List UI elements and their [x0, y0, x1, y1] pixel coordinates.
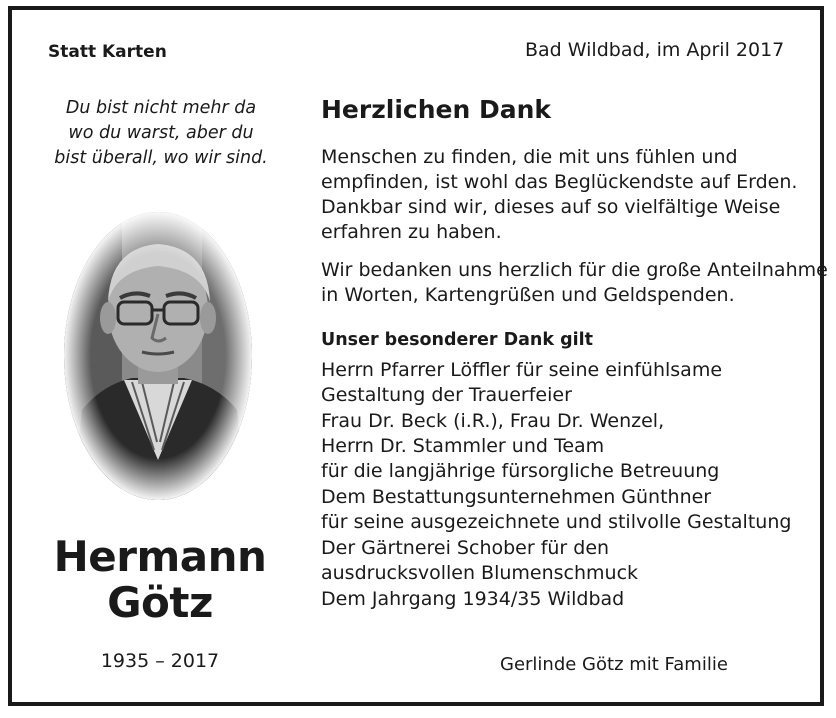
text-line: Wir bedanken uns herzlich für die große Anteilnahme: [321, 259, 828, 281]
text-line: Herrn Dr. Stammler und Team: [321, 435, 605, 457]
portrait-photo: [62, 210, 254, 502]
thanks-entry: [321, 409, 791, 484]
deceased-name: [36, 534, 284, 626]
signature: Gerlinde Götz mit Familie: [500, 654, 728, 675]
text-line: für die langjährige fürsorgliche Betreuung: [321, 460, 720, 482]
thanks-title: Herzlichen Dank: [321, 95, 552, 124]
special-thanks-list: [321, 358, 791, 612]
text-line: Dem Bestattungsunternehmen Günthner: [321, 486, 712, 508]
text-line: Der Gärtnerei Schober für den: [321, 537, 610, 559]
text-line: Frau Dr. Beck (i.R.), Frau Dr. Wenzel,: [321, 410, 665, 432]
text-line: erfahren zu haben.: [321, 221, 502, 243]
last-name: Götz: [107, 578, 213, 627]
statt-karten-label: Statt Karten: [48, 42, 167, 62]
paragraph-thanks: [321, 258, 828, 308]
thanks-entry: [321, 536, 791, 586]
quote-line: wo du warst, aber du: [68, 123, 254, 143]
text-line: empfinden, ist wohl das Beglückendste auf Erden.: [321, 171, 798, 193]
memorial-quote: [36, 96, 286, 171]
text-line: Dankbar sind wir, dieses auf so vielfältige Weise: [321, 196, 781, 218]
text-line: ausdrucksvollen Blumenschmuck: [321, 562, 639, 584]
text-line: Dem Jahrgang 1934/35 Wildbad: [321, 588, 625, 610]
quote-line: Du bist nicht mehr da: [65, 98, 257, 118]
special-thanks-heading: Unser besonderer Dank gilt: [321, 330, 594, 350]
quote-line: bist überall, wo wir sind.: [54, 148, 268, 168]
thanks-entry: [321, 485, 791, 535]
text-line: für seine ausgezeichnete und stilvolle Gestaltung: [321, 511, 792, 533]
text-line: Gestaltung der Trauerfeier: [321, 384, 572, 406]
text-line: Herrn Pfarrer Löffler für seine einfühlsame: [321, 359, 723, 381]
text-line: in Worten, Kartengrüßen und Geldspenden.: [321, 284, 735, 306]
thanks-entry: [321, 358, 791, 408]
thanks-entry: [321, 587, 791, 612]
place-date: Bad Wildbad, im April 2017: [525, 39, 785, 61]
paragraph-intro: [321, 145, 801, 245]
first-name: Hermann: [53, 532, 267, 581]
text-line: Menschen zu finden, die mit uns fühlen und: [321, 146, 738, 168]
life-years: 1935 – 2017: [100, 650, 220, 672]
